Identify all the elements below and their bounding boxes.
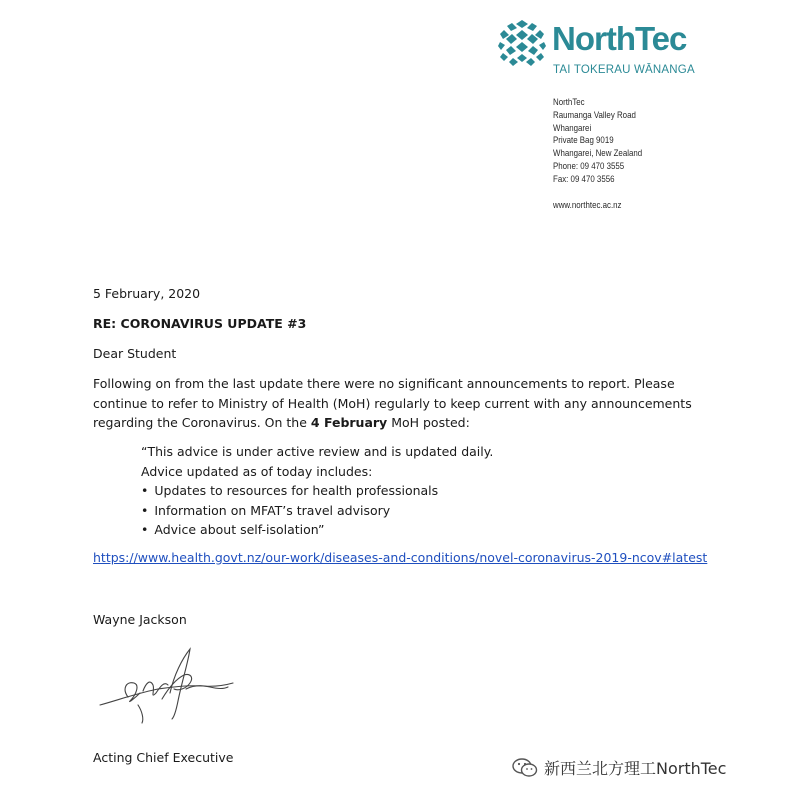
paragraph-line: continue to refer to Ministry of Health (MoH) regularly to keep current with any announcements [93,395,692,411]
moh-link[interactable]: https://www.health.govt.nz/our-work/diseases-and-conditions/novel-coronavirus-2019-ncov#latest [93,550,708,565]
paragraph-line: Following on from the last update there were no significant announcements to report. Please [93,376,675,391]
address-line: Fax: 09 470 3556 [553,173,615,184]
salutation: Dear Student [93,346,177,361]
address-website: www.northtec.ac.nz [553,199,622,210]
address-line: Phone: 09 470 3555 [553,160,625,171]
northtec-logo-icon [498,20,546,66]
quote-bullet: • Advice about self-isolation” [141,520,493,540]
address-line: Raumanga Valley Road [553,109,636,120]
signer-title: Acting Chief Executive [93,750,234,765]
logo-name: NorthTec [552,20,687,57]
wechat-icon [512,757,538,779]
moh-quote [141,442,493,540]
quote-bullet-list [141,481,493,540]
signature-image [98,645,238,725]
address-line: Private Bag 9019 [553,135,614,146]
paragraph-text: regarding the Coronavirus. On the [93,415,311,430]
paragraph-text: MoH posted: [387,415,470,430]
paragraph-line [93,413,713,433]
quote-line: “This advice is under active review and is updated daily. [141,444,494,459]
signer-name: Wayne Jackson [93,612,187,627]
letter-date: 5 February, 2020 [93,286,201,301]
letter-subject: RE: CORONAVIRUS UPDATE #3 [93,316,307,331]
quote-line: Advice updated as of today includes: [141,463,373,479]
logo-subtitle: TAI TOKERAU WĀNANGA [553,64,695,76]
sender-address [553,96,642,211]
watermark-text: 新西兰北方理工NorthTec [544,759,727,778]
address-line: Whangarei [553,122,592,133]
wechat-watermark [512,756,726,779]
address-line: NorthTec [553,97,585,107]
northtec-logo [498,20,698,80]
address-line: Whangarei, New Zealand [553,148,643,159]
quote-bullet: • Information on MFAT’s travel advisory [141,501,493,521]
paragraph-bold-date: 4 February [310,415,388,430]
letter-paragraph [93,374,713,433]
quote-bullet: • Updates to resources for health professionals [141,481,493,501]
